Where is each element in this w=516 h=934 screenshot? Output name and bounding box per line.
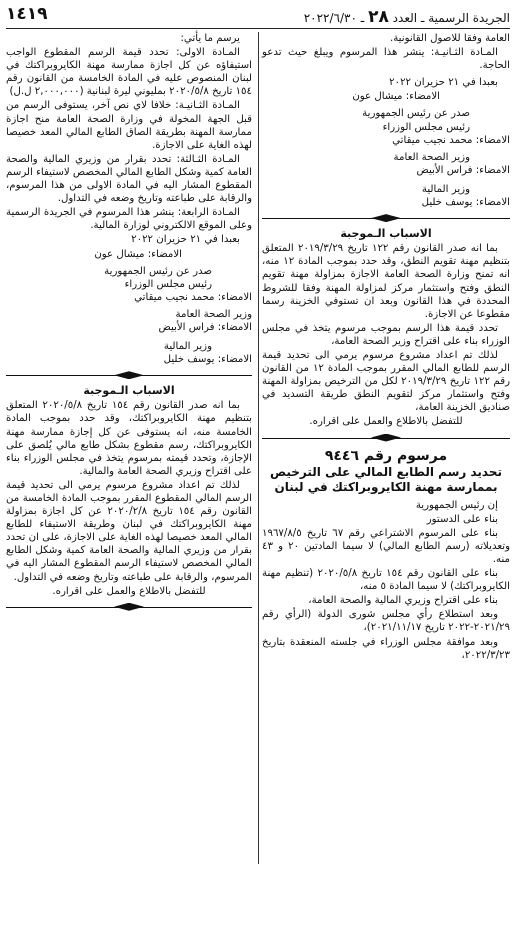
decree-preamble: إن رئيس الجمهورية [415, 499, 498, 511]
gazette-title [304, 7, 510, 27]
column-divider [258, 32, 259, 864]
sign-date: بعبدا في ٢١ حزيران ٢٠٢٢ [389, 77, 498, 89]
reasons-paragraph: بما انه صدر القانون رقم ١٥٤ تاريخ ٢٠٢٠/٥/٨ المتعلق بتنظيم مهنة الكايروبراكتك، وقد حدد بموجب المادة الخامسة منه، انه يستوفى عن كل إجازة ممارسة مهنة الكايروبراكتك، رسم مقطوع بشكل طابع مالي يُلصق على الإجازة، وتحدد قيمته بمرسوم يتخذ في مجلس الوزراء بناء على اقتراح وزيري الصحة العامة والمالية. [6, 400, 252, 477]
gazette-name: الجريدة الرسمية ـ العدد [392, 11, 510, 25]
health-minister-title: وزير الصحة العامة [175, 308, 252, 320]
page-header [6, 4, 510, 29]
section-separator [262, 212, 510, 224]
decree-preamble: بناء على المرسوم الاشتراعي رقم ٦٧ تاريخ ١٩٦٧/٨/٥ وتعديلاته (رسم الطابع المالي) لا سيما المادتين ٢٠ و ٤٣ منه. [262, 527, 510, 565]
decree-preamble: وبعد استطلاع رأي مجلس شورى الدولة (الرأي رقم ٢٠٢١/٢٩-٢٠٢٢ تاريخ ٢٠٢١/١١/١٧)، [262, 609, 510, 634]
right-column [262, 32, 510, 934]
issued-by: صدر عن رئيس الجمهورية [104, 265, 212, 277]
article-1: المـادة الاولى: تحدد قيمة الرسم المقطوع الواجب استيفاؤه عن كل اجازة ممارسة مهنة الكايروبراكتك في لبنان المنصوص عليه في المادة الخامسة من القانون رقم ١٥٤ تاريخ ٢٠٢٠/٥/٨ بمليوني ليرة لبنانية (٢,٠٠٠,٠٠٠ ل.ل) [6, 47, 252, 98]
reasons-paragraph: لذلك تم اعداد مشروع مرسوم يرمي الى تحديد قيمة الرسم للطابع المالي المقرر بموجب المادة ١٢ من القانون رقم ١٢٢ تاريخ ٢٠١٩/٣/٢٩ لكل من الترخيص بمزاولة المهنة وفتح واستثمار مركز لتقويم النطق طريقة التسديد في صناديق الخزينة العامة، [262, 349, 510, 414]
signature-pm: الامضاء: محمد نجيب ميقاتي [392, 134, 510, 146]
closing-line: للتفضل بالاطلاع والعمل على اقراره. [52, 585, 206, 597]
decree-intro: يرسم ما يأتي: [180, 33, 240, 44]
decree-preamble: بناء على الدستور [426, 513, 498, 525]
left-column [6, 32, 252, 934]
reasons-title: الاسباب الـموجبة [340, 227, 432, 241]
article-4: المـادة الرابعة: ينشر هذا المرسوم في الجريدة الرسمية وعلى الموقع الالكتروني لوزارة المالية. [6, 207, 252, 232]
paragraph: العامة وفقا للاصول القانونية. [389, 33, 510, 44]
section-separator [262, 432, 510, 444]
decree-preamble: بناء على اقتراح وزيري المالية والصحة العامة، [308, 595, 498, 607]
health-minister-title: وزير الصحة العامة [393, 151, 470, 163]
sign-date: بعبدا في ٢١ حزيران ٢٠٢٢ [131, 234, 240, 246]
signature-president: الامضاء: ميشال عون [94, 248, 182, 260]
decree-title: تحديد رسم الطابع المالي على الترخيص بممارسة مهنة الكايروبراكتك في لبنان [269, 464, 502, 494]
signature-health: الامضاء: فراس الأبيض [416, 164, 510, 176]
closing-line: للتفضل بالاطلاع والعمل على اقراره. [309, 416, 463, 428]
finance-minister-title: وزير المالية [163, 341, 212, 353]
issue-number: ٢٨ [368, 7, 389, 27]
signature-president: الامضاء: ميشال عون [352, 91, 440, 103]
article-2: المـادة الثـانيـة: ينشر هذا المرسوم ويبلغ حيث تدعو الحاجة. [262, 47, 510, 72]
signature-finance: الامضاء: يوسف خليل [163, 354, 252, 366]
section-separator [6, 601, 252, 613]
reasons-paragraph: تحدد قيمة هذا الرسم بموجب مرسوم يتخذ في مجلس الوزراء بناء على اقتراح وزير الصحة العامة، [262, 322, 510, 347]
reasons-title: الاسباب الـموجبة [83, 384, 175, 398]
pm-title: رئيس مجلس الوزراء [382, 121, 470, 133]
page-number: ١٤١٩ [6, 4, 48, 24]
article-3: المـادة الثـالثة: تحدد بقرار من وزيري المالية والصحة العامة كمية وشكل الطابع المالي المخصص لاستيفاء الرسم المقطوع المشار اليه في المادة الاولى من هذا المرسوم، والرقابة على طباعته وتاريخ وضعه في التداول. [6, 153, 252, 205]
decree-preamble: بناء على القانون رقم ١٥٤ تاريخ ٢٠٢٠/٥/٨ (تنظيم مهنة الكايروبراكتك) لا سيما المادة ٥ منه، [262, 568, 510, 593]
issued-by: صدر عن رئيس الجمهورية [362, 108, 470, 120]
section-separator [6, 369, 252, 381]
pm-title: رئيس مجلس الوزراء [124, 278, 212, 290]
decree-number: مرسوم رقم ٩٤٤٦ [324, 447, 448, 464]
issue-date: ـ ٢٠٢٢/٦/٣٠ [303, 11, 365, 25]
reasons-paragraph: لذلك تم اعداد مشروع مرسوم يرمي الى تحديد قيمة الرسم المالي المقطوع المقرر بموجب المادة الخامسة من القانون رقم ١٥٤ تاريخ ٢٠٢٠/٢/٨ عن كل اجازة بمزاولة مهنة الكايروبراكتك في لبنان وطريقة الاستيفاء للطابع المالي المعد خصيصا لهذه الغاية على الاجازة، على ان تحدد بقرار من وزيري المالية والصحة العامة كمية وشكل الطابع المالي المخصص لاستيفاء الرسم المقطوع المشار اليه في المرسوم، والرقابة على طباعته وتاريخ وضعه في التداول. [6, 479, 252, 583]
reasons-paragraph: بما انه صدر القانون رقم ١٢٢ تاريخ ٢٠١٩/٣/٢٩ المتعلق بتنظيم مهنة تقويم النطق، وقد حدد بموجب المادة ١٢ منه، انه تمنح وزارة الصحة العامة الاجازة بمزاولة مهنة تقويم النطق وفتح واستثمار مركز لمزاولة المهنة وفقا للشروط المحددة في هذا القانون وبعد ان تستوفي الخزينة رسما مقطوعا عن الاجازة. [262, 243, 511, 320]
finance-minister-title: وزير المالية [421, 183, 470, 195]
article-2: المـادة الثـانيـة: خلافا لاي نص آخر، يستوفى الرسم من قبل الجهة المخولة في وزارة الصحة العامة منح اجازة ممارسة المهنة بطريقة الصاق الطابع المالي المعد خصيصا لهذه الغاية على الاجازة. [6, 100, 252, 151]
signature-finance: الامضاء: يوسف خليل [421, 197, 510, 209]
decree-preamble: وبعد موافقة مجلس الوزراء في جلسته المنعقدة بتاريخ ٢٠٢٢/٣/٢٣، [262, 636, 510, 661]
signature-health: الامضاء: فراس الأبيض [158, 321, 252, 333]
signature-pm: الامضاء: محمد نجيب ميقاتي [134, 291, 252, 303]
